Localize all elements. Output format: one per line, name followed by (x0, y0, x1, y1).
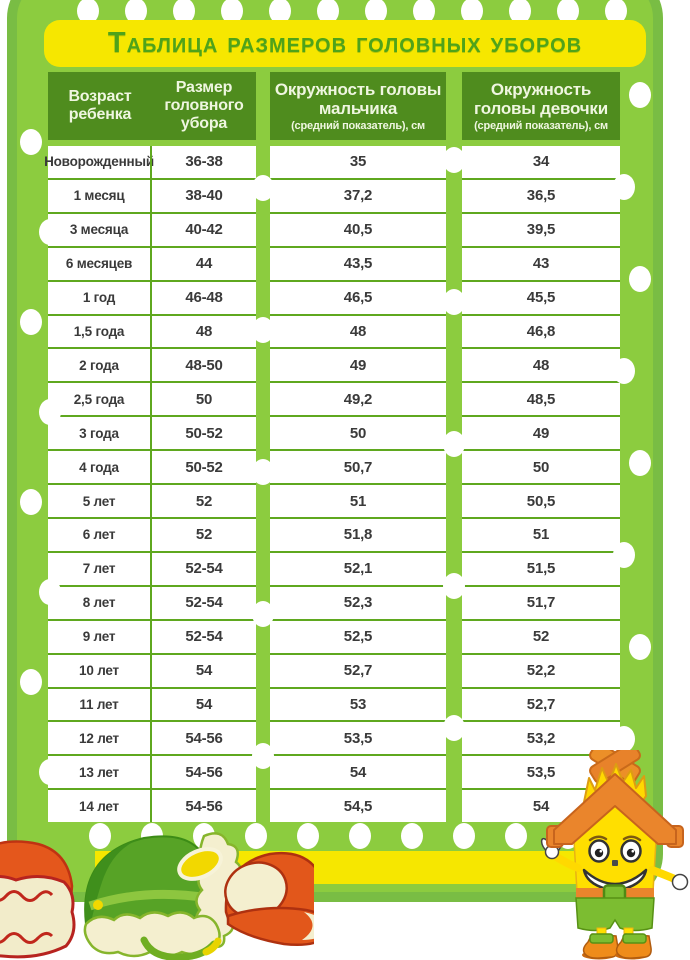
table-cell-age-14: 9 лет (48, 619, 150, 653)
column-card-boy (270, 146, 446, 822)
table-cell-girl-8: 49 (462, 415, 620, 449)
header-girl-label: Окружность головы девочки (474, 79, 608, 118)
table-cell-size-15: 54 (152, 653, 256, 687)
table-cell-size-12: 52-54 (152, 551, 256, 585)
table-cell-age-12: 7 лет (48, 551, 150, 585)
table-cell-boy-8: 50 (270, 415, 446, 449)
table-cell-girl-14: 52 (462, 619, 620, 653)
left-boot (582, 934, 618, 960)
hats-illustration (0, 812, 314, 960)
header-boy-sublabel: (средний показатель), см (291, 120, 425, 133)
table-cell-size-14: 52-54 (152, 619, 256, 653)
table-cell-boy-9: 50,7 (270, 449, 446, 483)
table-cell-age-19: 14 лет (48, 788, 150, 822)
table-cell-size-2: 40-42 (152, 212, 256, 246)
table-cell-age-15: 10 лет (48, 653, 150, 687)
size-column (150, 146, 256, 822)
table-cell-age-10: 5 лет (48, 483, 150, 517)
table-cell-age-3: 6 месяцев (48, 246, 150, 280)
table-cell-age-8: 3 года (48, 415, 150, 449)
header-cell-size (152, 72, 256, 140)
striped-hat-icon (0, 842, 74, 957)
table-cell-size-3: 44 (152, 246, 256, 280)
table-cell-boy-2: 40,5 (270, 212, 446, 246)
header-block-girl (462, 72, 620, 140)
table-cell-age-13: 8 лет (48, 585, 150, 619)
table-cell-girl-13: 51,7 (462, 585, 620, 619)
table-cell-size-6: 48-50 (152, 347, 256, 381)
table-cell-girl-4: 45,5 (462, 280, 620, 314)
column-card-age-size (44, 146, 256, 822)
table-cell-size-8: 50-52 (152, 415, 256, 449)
table-cell-girl-12: 51,5 (462, 551, 620, 585)
table-cell-girl-3: 43 (462, 246, 620, 280)
table-cell-boy-11: 51,8 (270, 517, 446, 551)
table-cell-girl-6: 48 (462, 347, 620, 381)
table-cell-girl-15: 52,2 (462, 653, 620, 687)
table-cell-boy-13: 52,3 (270, 585, 446, 619)
table-cell-girl-17: 53,2 (462, 720, 620, 754)
poster-title: Таблица размеров головных уборов (107, 27, 583, 59)
table-cell-boy-19: 54,5 (270, 788, 446, 822)
table-cell-size-4: 46-48 (152, 280, 256, 314)
table-cell-girl-10: 50,5 (462, 483, 620, 517)
table-cell-girl-7: 48,5 (462, 381, 620, 415)
table-cell-age-5: 1,5 года (48, 314, 150, 348)
shorts (576, 898, 654, 931)
table-cell-boy-10: 51 (270, 483, 446, 517)
table-cell-girl-5: 46,8 (462, 314, 620, 348)
header-girl-sublabel: (средний показатель), см (474, 120, 608, 133)
table-cell-age-16: 11 лет (48, 687, 150, 721)
table-cell-age-4: 1 год (48, 280, 150, 314)
table-cell-age-2: 3 месяца (48, 212, 150, 246)
table-cell-girl-2: 39,5 (462, 212, 620, 246)
table-cell-boy-15: 52,7 (270, 653, 446, 687)
table-cell-girl-11: 51 (462, 517, 620, 551)
header-size-label: Размер головного убора (164, 79, 244, 132)
table-cell-girl-9: 50 (462, 449, 620, 483)
table-cell-boy-3: 43,5 (270, 246, 446, 280)
title-banner (44, 20, 646, 67)
header-block-boy (270, 72, 446, 140)
table-cell-boy-7: 49,2 (270, 381, 446, 415)
table-cell-girl-19: 54 (462, 788, 620, 822)
table-cell-boy-17: 53,5 (270, 720, 446, 754)
table-cell-boy-1: 37,2 (270, 178, 446, 212)
table-cell-size-17: 54-56 (152, 720, 256, 754)
table-cell-age-17: 12 лет (48, 720, 150, 754)
table-cell-size-13: 52-54 (152, 585, 256, 619)
right-glove (673, 875, 688, 890)
table-cell-girl-18: 53,5 (462, 754, 620, 788)
header-block-age-size (48, 72, 256, 140)
table-cell-size-1: 38-40 (152, 178, 256, 212)
table-cell-size-10: 52 (152, 483, 256, 517)
table-cell-age-7: 2,5 года (48, 381, 150, 415)
table-cell-age-11: 6 лет (48, 517, 150, 551)
table-cell-size-18: 54-56 (152, 754, 256, 788)
table-cell-boy-0: 35 (349, 153, 367, 171)
table-cell-age-1: 1 месяц (48, 178, 150, 212)
table-cell-girl-1: 36,5 (462, 178, 620, 212)
table-cell-age-18: 13 лет (48, 754, 150, 788)
table-cell-size-5: 48 (152, 314, 256, 348)
age-column (44, 146, 154, 822)
table-cell-age-6: 2 года (48, 347, 150, 381)
table-cell-boy-18: 54 (270, 754, 446, 788)
right-boot (615, 934, 651, 960)
table-cell-girl-16: 52,7 (462, 687, 620, 721)
table-cell-girl-0: 34 (532, 153, 550, 171)
table-cell-size-9: 50-52 (152, 449, 256, 483)
header-cell-age (48, 72, 152, 140)
table-cell-age-0: Новорожденный (44, 154, 154, 170)
table-cell-boy-12: 52,1 (270, 551, 446, 585)
house-character-icon (540, 750, 690, 960)
winter-hat-icon (85, 833, 241, 957)
table-cell-boy-14: 52,5 (270, 619, 446, 653)
table-cell-size-0: 36-38 (185, 153, 223, 171)
table-cell-size-19: 54-56 (152, 788, 256, 822)
table-cell-boy-6: 49 (270, 347, 446, 381)
header-age-label: Возраст ребенка (68, 88, 132, 123)
table-cell-size-7: 50 (152, 381, 256, 415)
table-cell-size-16: 54 (152, 687, 256, 721)
column-card-girl (462, 146, 620, 822)
header-boy-label: Окружность головы мальчика (274, 79, 442, 118)
table-cell-boy-5: 48 (270, 314, 446, 348)
table-cell-age-9: 4 года (48, 449, 150, 483)
table-cell-boy-4: 46,5 (270, 280, 446, 314)
table-cell-size-11: 52 (152, 517, 256, 551)
table-cell-boy-16: 53 (270, 687, 446, 721)
